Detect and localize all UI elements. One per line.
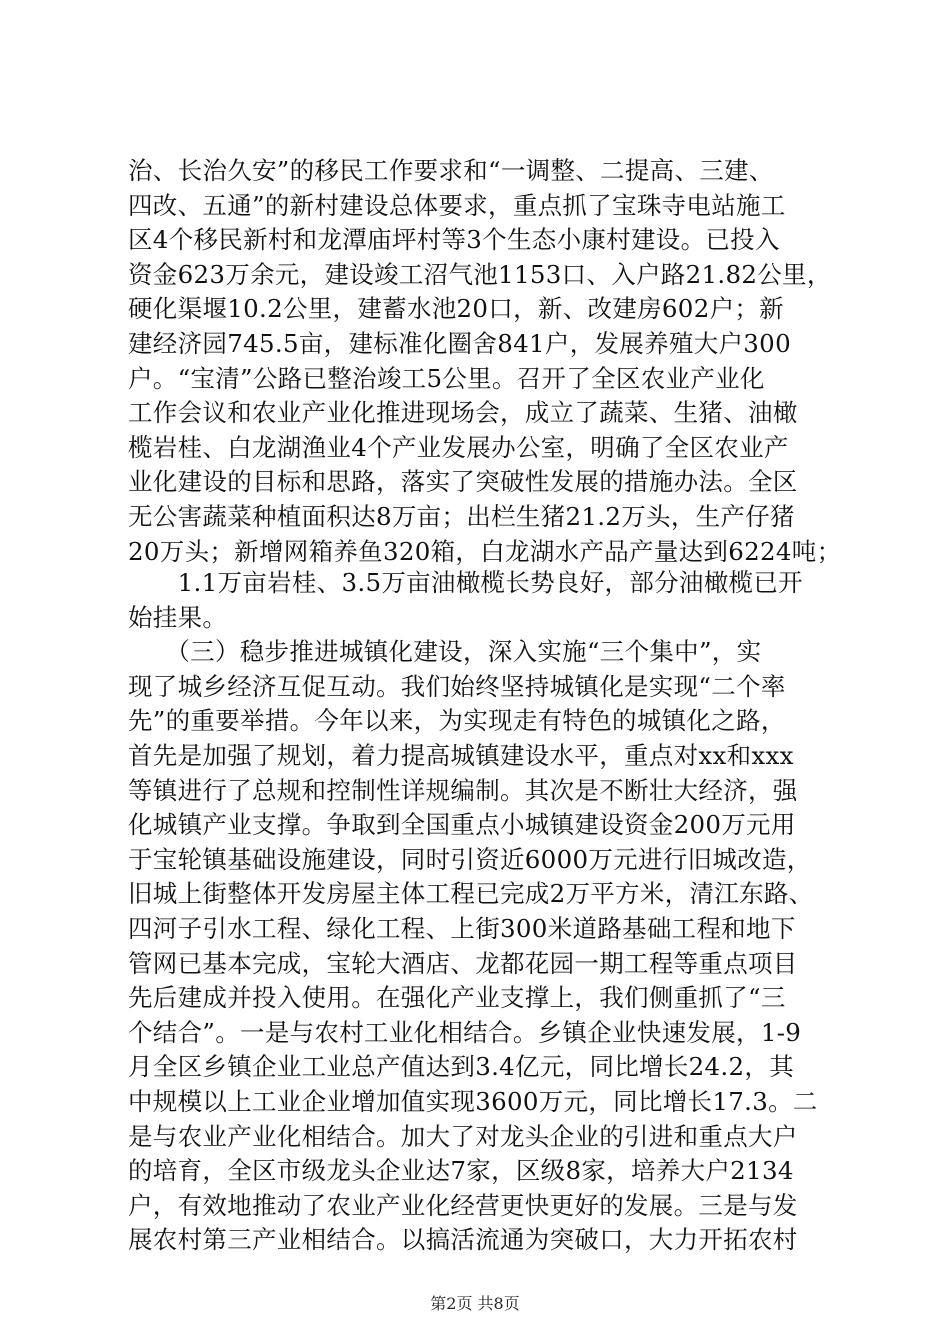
text-line: 现了城乡经济互促互动。我们始终坚持城镇化是实现“二个率 [128,671,786,701]
text-line: 始挂果。 [128,602,228,632]
text-line: 是与农业产业化相结合。加大了对龙头企业的引进和重点大户 [128,1121,798,1151]
text-line: 先”的重要举措。今年以来，为实现走有特色的城镇化之路， [128,706,786,736]
text-line: 旧城上街整体开发房屋主体工程已完成2万平方米，清江东路、 [128,879,814,909]
text-line: 等镇进行了总规和控制性详规编制。其次是不断壮大经济，强 [128,775,798,805]
text-line: 月全区乡镇企业工业总产值达到3.4亿元，同比增长24.2，其 [128,1052,795,1082]
text-line: 于宝轮镇基础设施建设，同时引资近6000万元进行旧城改造， [128,844,812,874]
text-line: 工作会议和农业产业化推进现场会，成立了蔬菜、生猪、油橄 [128,398,798,428]
text-line: 无公害蔬菜种植面积达8万亩；出栏生猪21.2万头，生产仔猪 [128,501,795,531]
text-line: 化城镇产业支撑。争取到全国重点小城镇建设资金200万元用 [128,810,796,840]
text-line: 个结合”。一是与农村工业化相结合。乡镇企业快速发展，1-9 [128,1017,802,1047]
text-line: 的培育，全区市级龙头企业达7家，区级8家，培养大户2134 [128,1156,794,1186]
text-line: 四改、五通”的新村建设总体要求，重点抓了宝珠寺电站施工 [128,190,786,220]
text-line: 资金623万余元，建设竣工沼气池1153口、入户路21.82公里， [128,259,832,289]
text-line: 20万头；新增网箱养鱼320箱，白龙湖水产品产量达到6224吨； [128,536,842,566]
text-line: 展农村第三产业相结合。以搞活流通为突破口，大力开拓农村 [128,1225,798,1255]
paragraph-rural-construction [128,154,842,569]
text-line: 户，有效地推动了农业产业化经营更快更好的发展。三是与发 [128,1190,798,1220]
page-number: 第2页 共8页 [430,1294,520,1313]
text-line: 中规模以上工业企业增加值实现3600万元，同比增长17.3。二 [128,1086,818,1116]
text-line: 管网已基本完成，宝轮大酒店、龙都花园一期工程等重点项目 [128,948,798,978]
page-footer [0,1294,950,1314]
text-line: （三）稳步推进城镇化建设，深入实施“三个集中”，实 [128,637,762,667]
text-line: 建经济园745.5亩，建标准化圈舍841户，发展养殖大户300 [128,328,791,358]
paragraph-urbanization [128,566,828,1258]
text-line: 榄岩桂、白龙湖渔业4个产业发展办公室，明确了全区农业产 [128,432,789,462]
text-line: 四河子引水工程、绿化工程、上街300米道路基础工程和地下 [128,913,796,943]
text-line: 户。“宝清”公路已整治竣工5公里。召开了全区农业产业化 [128,363,765,393]
text-line: 业化建设的目标和思路，落实了突破性发展的措施办法。全区 [128,467,798,497]
text-line: 先后建成并投入使用。在强化产业支撑上，我们侧重抓了“三 [128,983,786,1013]
text-line: 区4个移民新村和龙潭庙坪村等3个生态小康村建设。已投入 [128,225,780,255]
text-line: 1.1万亩岩桂、3.5万亩油橄榄长势良好，部分油橄榄已开 [128,568,803,597]
text-line: 治、长治久安”的移民工作要求和“一调整、二提高、三建、 [128,156,774,185]
text-line: 硬化渠堰10.2公里，建蓄水池20口，新、改建房602户；新 [128,294,784,324]
text-line: 首先是加强了规划，着力提高城镇建设水平，重点对xx和xxx [128,740,794,770]
